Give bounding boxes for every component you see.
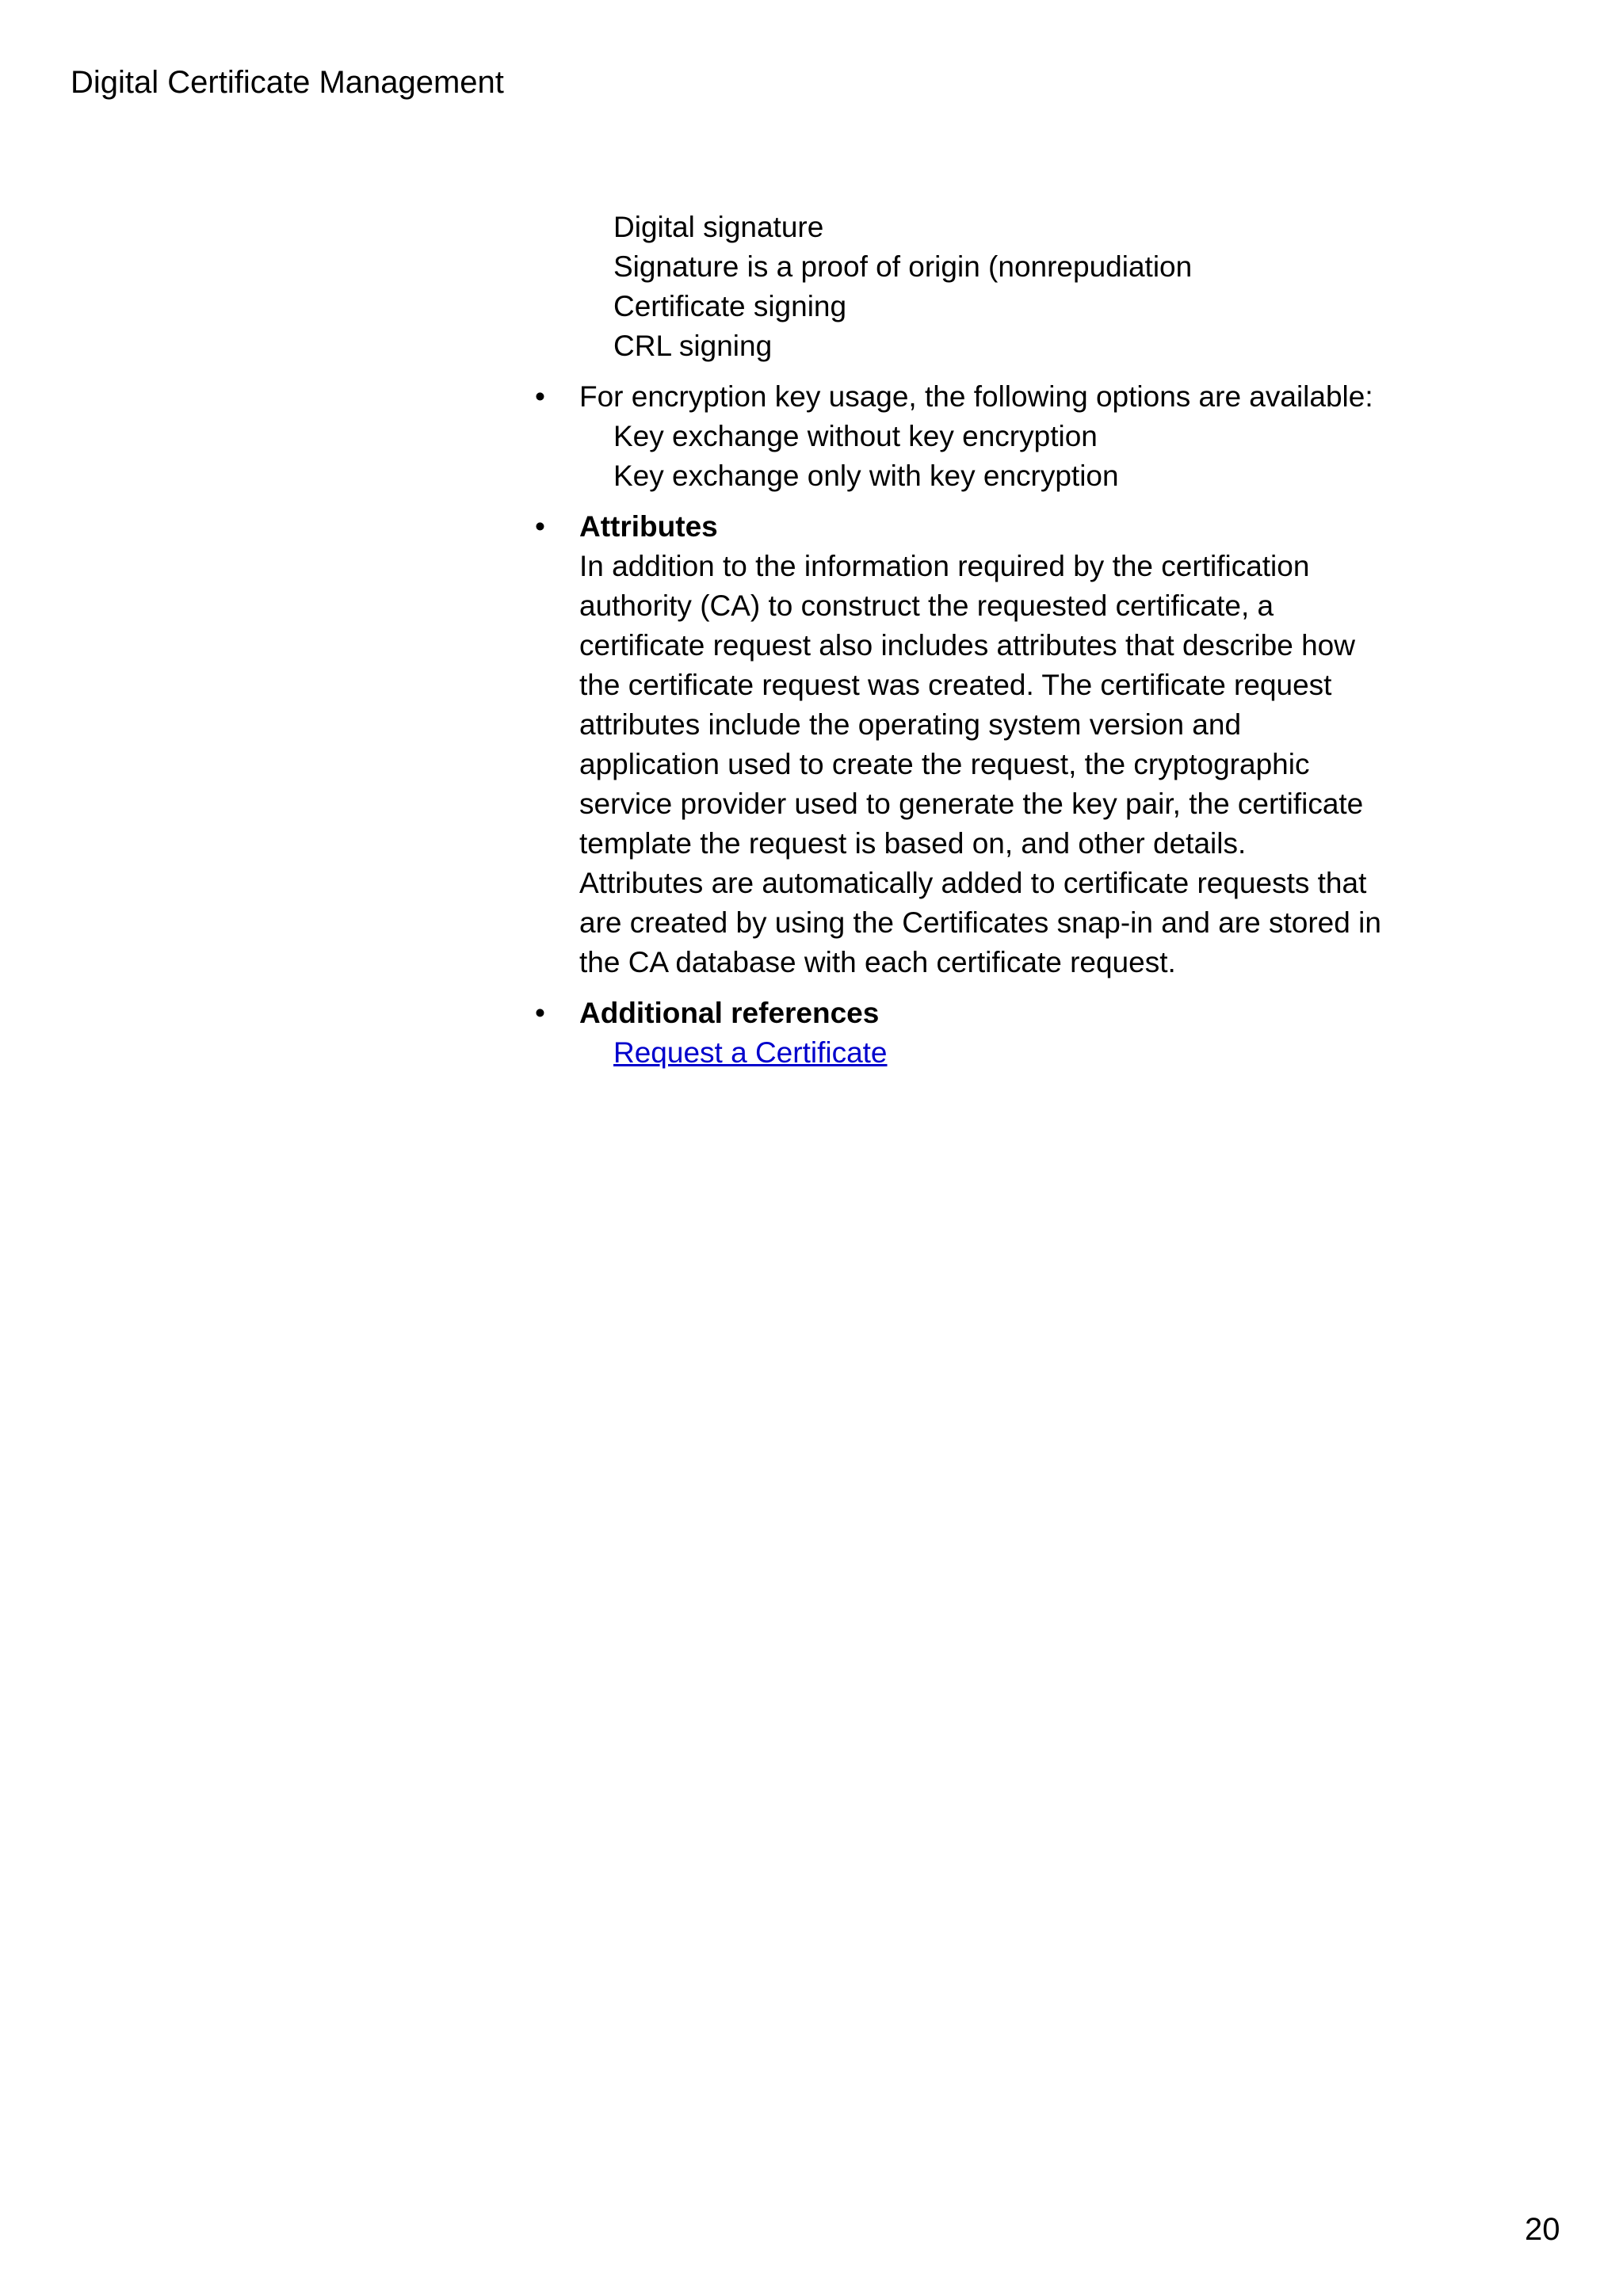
request-a-certificate-link[interactable]: Request a Certificate: [613, 1036, 888, 1069]
attributes-heading: Attributes: [579, 510, 718, 543]
bullet-encryption-key-usage: [535, 377, 1423, 496]
attributes-paragraph-line: service provider used to generate the key pair, the certificate: [579, 788, 1364, 820]
bullet-marker: •: [535, 997, 545, 1029]
attributes-paragraph-line: authority (CA) to construct the requested certificate, a: [579, 589, 1274, 622]
signature-usage-list: [535, 208, 1423, 366]
attributes-paragraph-line: attributes include the operating system version and: [579, 708, 1242, 741]
attributes-paragraph-line: are created by using the Certificates snap-in and are stored in: [579, 906, 1381, 939]
attributes-paragraph-line: the certificate request was created. The certificate request: [579, 669, 1332, 701]
signature-usage-item: Signature is a proof of origin (nonrepudiation: [613, 250, 1193, 283]
bullet-attributes: [535, 507, 1423, 982]
attributes-paragraph-line: In addition to the information required by the certification: [579, 550, 1310, 582]
signature-usage-item: Digital signature: [613, 211, 824, 243]
page-header-title: Digital Certificate Management: [71, 65, 504, 100]
references-list: [579, 1033, 1423, 1073]
additional-references-heading: Additional references: [579, 997, 880, 1029]
document-body: [535, 208, 1423, 1073]
encryption-option-item: Key exchange only with key encryption: [613, 460, 1119, 492]
attributes-paragraph-line: application used to create the request, the cryptographic: [579, 748, 1310, 780]
signature-usage-item: Certificate signing: [613, 290, 847, 322]
attributes-paragraph-line: certificate request also includes attributes that describe how: [579, 629, 1355, 662]
encryption-options-list: [579, 417, 1423, 496]
signature-usage-item: CRL signing: [613, 330, 773, 362]
attributes-paragraph: [579, 547, 1431, 982]
encryption-option-item: Key exchange without key encryption: [613, 420, 1098, 452]
page-number: 20: [1525, 2212, 1560, 2247]
encryption-intro-text: For encryption key usage, the following options are available:: [579, 380, 1373, 413]
attributes-paragraph-line: the CA database with each certificate request.: [579, 946, 1176, 978]
attributes-paragraph-line: template the request is based on, and other details.: [579, 827, 1247, 860]
bullet-additional-references: [535, 994, 1423, 1073]
bullet-marker: •: [535, 510, 545, 543]
bullet-marker: •: [535, 380, 545, 413]
attributes-paragraph-line: Attributes are automatically added to certificate requests that: [579, 867, 1367, 899]
